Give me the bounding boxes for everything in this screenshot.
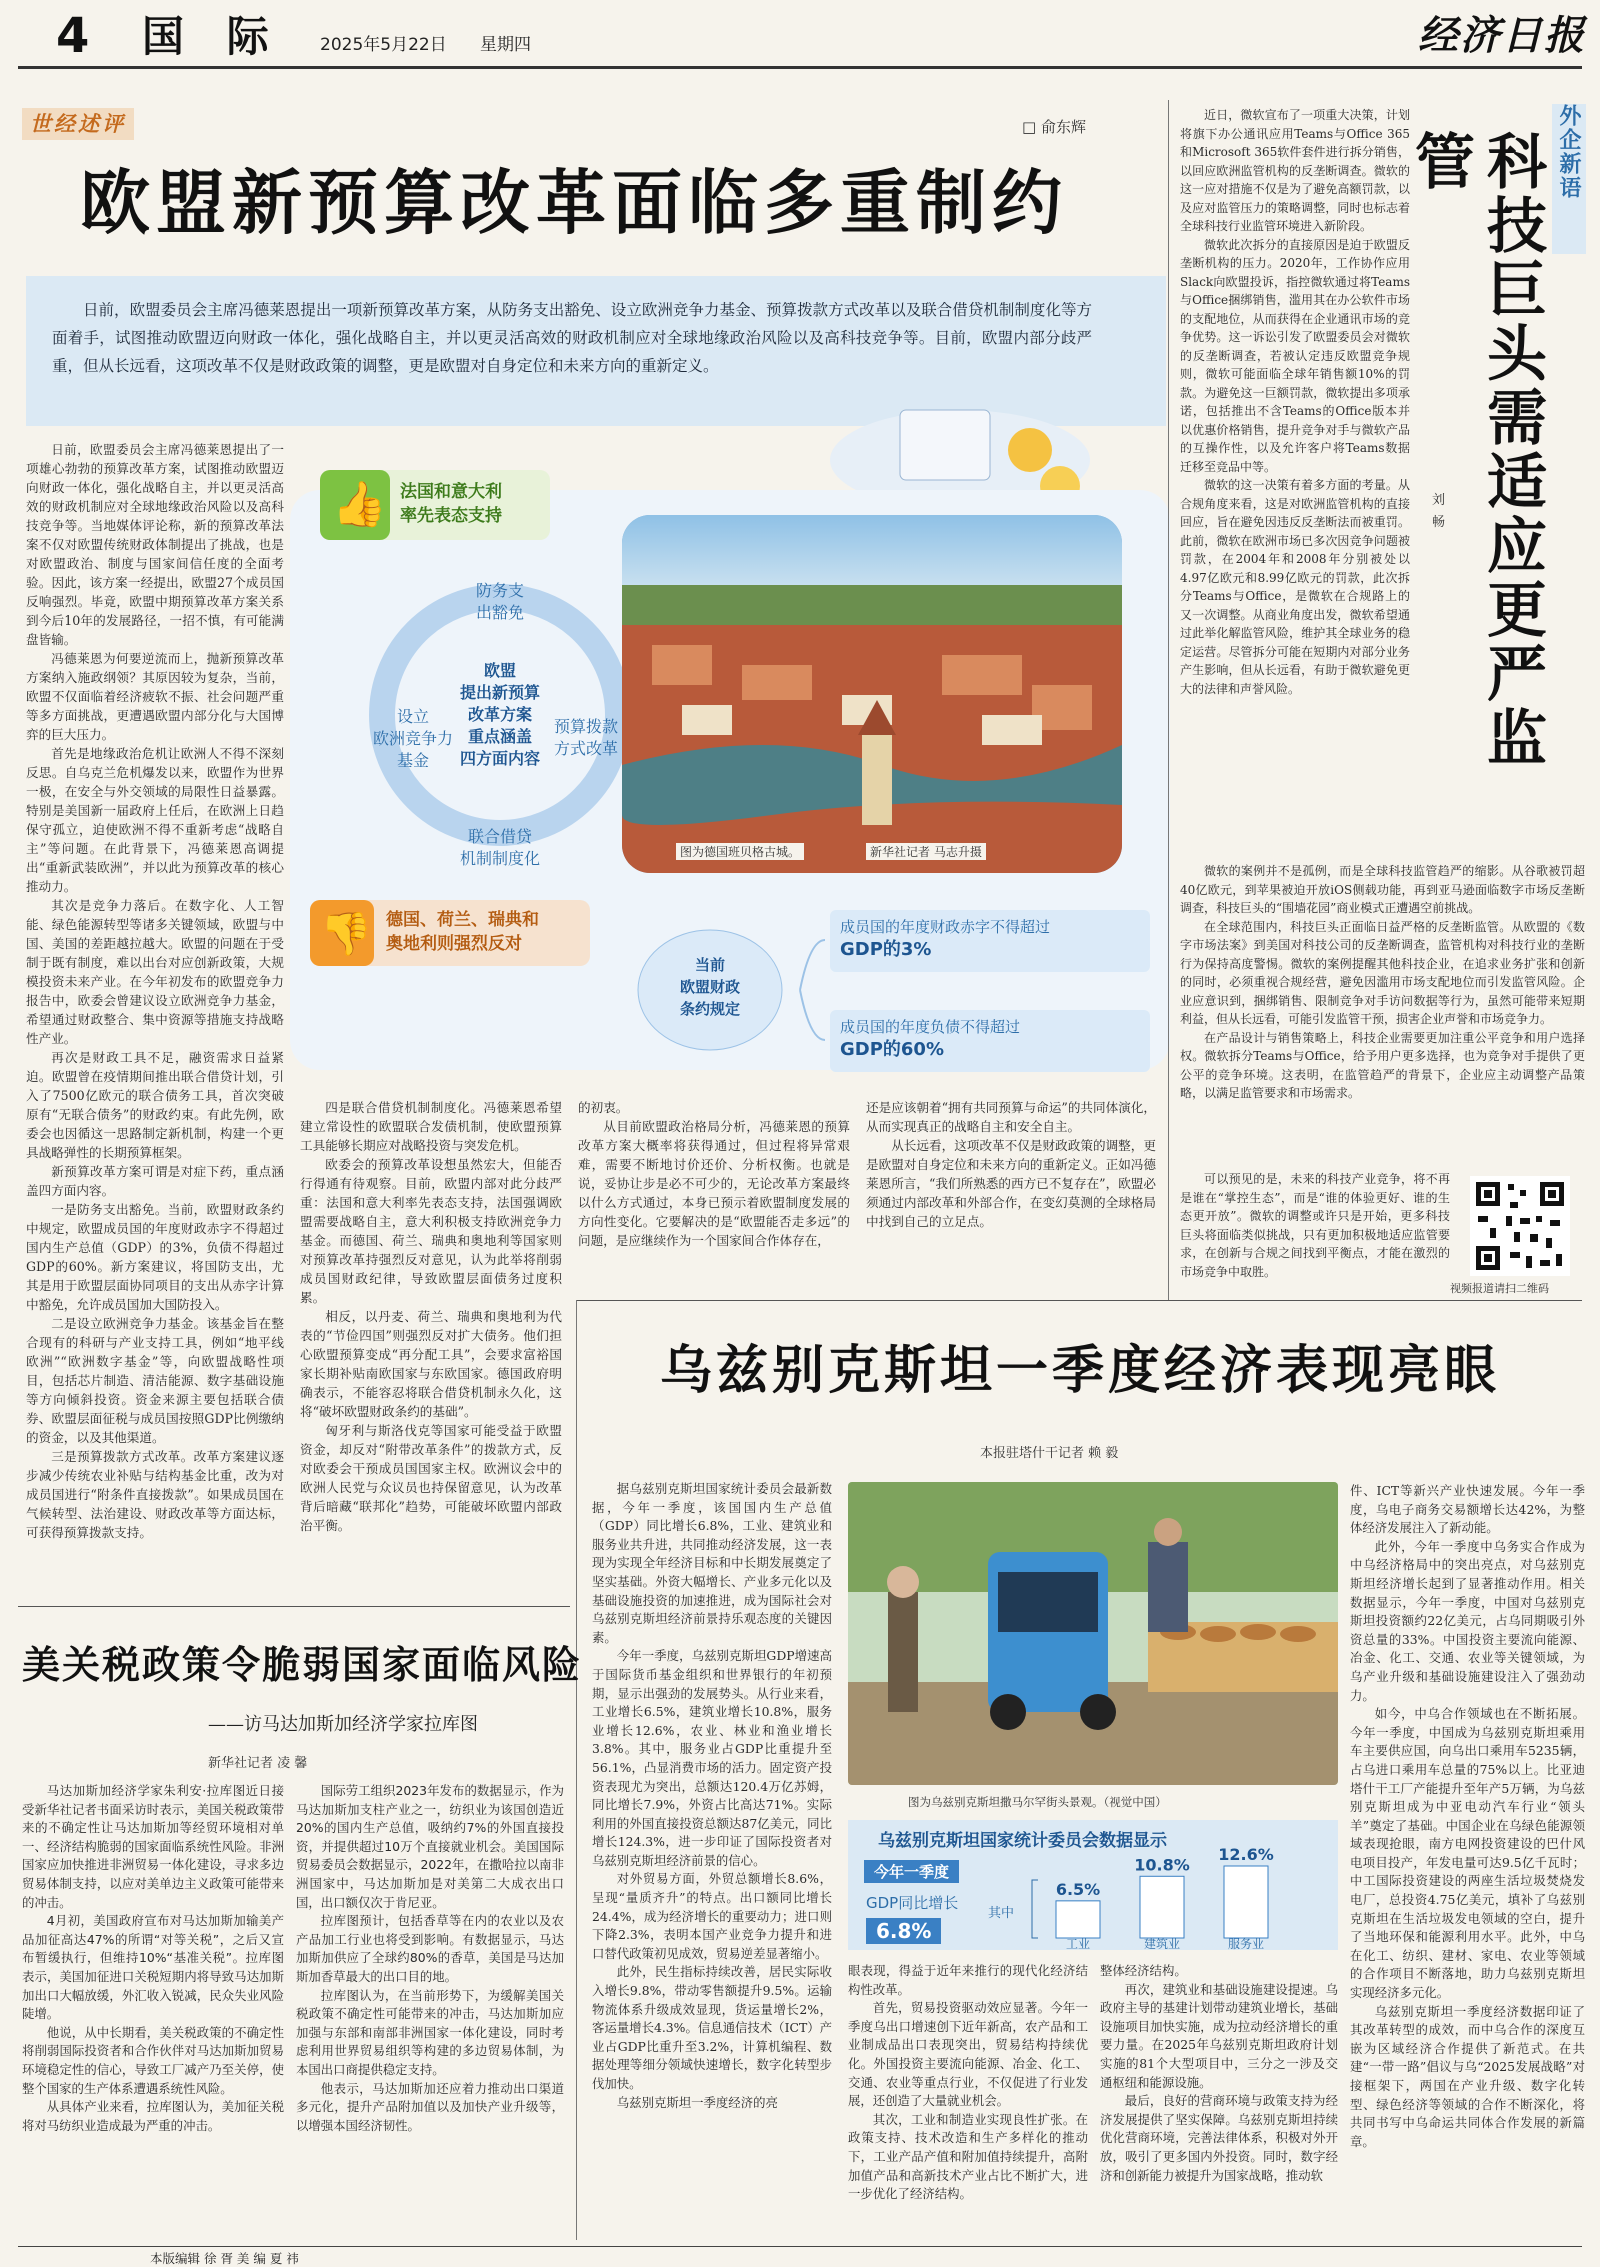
paragraph: 四是联合借贷机制制度化。冯德莱恩希望建立常设性的欧盟联合发债机制，使欧盟预算工具能够长期应对战略投资与突发危机。	[300, 1100, 562, 1153]
bamberg-caption: 图为德国班贝格古城。	[676, 843, 804, 860]
paragraph: 他说，从中长期看，美关税政策的不确定性将削弱国际投资者和合作伙伴对马达加斯加贸易环境稳定性的信心，导致工厂减产乃至关停，使整个国家的生产体系遭遇系统性风险。	[22, 2024, 284, 2096]
paragraph: 微软此次拆分的直接原因是迫于欧盟反垄断机构的压力。2020年，工作协作应用Slack向欧盟投诉，指控微软通过将Teams与Office捆绑销售，滥用其在办公软件市场的支配地位，从而获得在企业通讯市场的竞争优势。这一诉讼引发了欧盟委员会对微软的反垄断调查，若被认定违反欧盟竞争规则，微软可能面临全球年销售额10%的罚款。为避免这一巨额罚款，微软提出多项承诺，包括推出不含Teams的Office版本并以优惠价格销售，提升竞争对手与微软产品的互操作性，以及允许客户将Teams数据迁移至竞品中等。	[1180, 237, 1410, 474]
fiscal-rule-label: 当前 欧盟财政 条约规定	[679, 956, 740, 1018]
paragraph: 眼表现，得益于近年来推行的现代化经济结构性改革。	[848, 1963, 1088, 1997]
samarkand-caption: 图为乌兹别克斯坦撒马尔罕街头景观。（视觉中国）	[908, 1795, 1167, 1809]
deficit-value: GDP的3%	[840, 939, 932, 960]
commentary-col-2	[300, 1098, 562, 1593]
paper-logo: 经济日报	[1418, 12, 1586, 59]
stats-title: 乌兹别克斯坦国家统计委员会数据显示	[878, 1831, 1167, 1851]
node-joint-borrowing: 联合借贷 机制制度化	[459, 827, 540, 868]
bracket-label: 其中	[988, 1906, 1015, 1921]
paragraph: 据乌兹别克斯坦国家统计委员会最新数据，今年一季度，该国国内生产总值（GDP）同比增长6.8%，工业、建筑业和服务业共升进，共同推动经济发展，这一表现为实现全年经济目标和中长期发展奠定了坚实基础。外资大幅增长、产业多元化以及基础设施投资的加速推进，成为国际社会对乌兹别克斯坦经济前景持乐观态度的关键因素。	[592, 1481, 832, 1645]
paragraph: 如今，中乌合作领域也在不断拓展。今年一季度，中国成为乌兹别克斯坦乘用车主要供应国，向乌出口乘用车5235辆，占乌进口乘用车总量的75%以上。比亚迪塔什干工厂产能提升至年产5万辆，为乌兹别克斯坦成为中亚电动汽车行业“领头羊”奠定了基础。中国企业在乌绿色能源领域表现抢眼，南方电网投资建设的巴什风电项目投产，年发电量可达9.5亿千瓦时；中工国际投资建设的两座生活垃圾焚烧发电厂，总投资4.75亿美元，填补了乌兹别克斯坦在生活垃圾发电领域的空白，提升了当地环保和能源利用水平。此外，中乌在化工、纺织、建材、家电、农业等领域的合作项目不断落地，助力乌兹别克斯坦实现经济多元化。	[1350, 1706, 1585, 2001]
paragraph: 相反，以丹麦、荷兰、瑞典和奥地利为代表的“节俭四国”则强烈反对扩大债务。他们担心欧盟预算变成“再分配工具”，会要求富裕国家长期补贴南欧国家与东欧国家。德国政府明确表示，不能容忍将联合借贷机制永久化，这将“破坏欧盟财政条约的基础”。	[300, 1309, 562, 1419]
commentary-headline: 欧盟新预算改革面临多重制约	[80, 162, 1068, 244]
debt-text: 成员国的年度负债不得超过	[840, 1018, 1021, 1036]
page-number: 4	[56, 8, 90, 64]
bamberg-photo	[622, 515, 1122, 873]
fiscal-rule-deficit	[830, 910, 1150, 972]
paragraph: 国际劳工组织2023年发布的数据显示，作为马达加斯加支柱产业之一，纺织业为该国创造近20%的国内生产总值，吸纳约7%的外国直接投资，并提供超过10万个直接就业机会。美国国际贸易委员会数据显示，2022年，在撒哈拉以南非洲国家中，马达加斯加是对美第二大成衣出口国，出口额仅次于肯尼亚。	[296, 1783, 564, 1910]
column-tag	[22, 108, 134, 140]
masthead-rule	[18, 66, 1582, 69]
paragraph: 乌兹别克斯坦一季度经济数据印证了其改革转型的成效，而中乌合作的深度互嵌为区域经济合作提供了新范式。在共建“一带一路”倡议与乌“2025发展战略”对接框架下，两国在产业升级、数字化转型、绿色经济等领域的合作不断深化，将共同书写中乌命运共同体合作发展的新篇章。	[1350, 2003, 1585, 2149]
paragraph: 近日，微软宣布了一项重大决策，计划将旗下办公通讯应用Teams与Office 365和Microsoft 365软件套件进行拆分销售，以回应欧洲监管机构的反垄断调查。微软的这一应对措施不仅是为了避免高额罚款，以及应对监管压力的策略调整，同时也标志着全球科技行业监管环境进入新阶段。	[1180, 108, 1410, 233]
paragraph: 从长远看，这项改革不仅是财政政策的调整，更是欧盟对自身定位和未来方向的重新定义。正如冯德莱恩所言，“我们所熟悉的西方已不复存在”，欧盟必须通过内部改革和外部合作，在变幻莫测的全球格局中找到自己的立足点。	[866, 1138, 1156, 1229]
bamberg-photo-illustration	[622, 515, 1122, 873]
stats-panel	[848, 1820, 1338, 1950]
node-appropriation: 预算拨款 方式改革	[553, 717, 618, 758]
sidebar-body-end	[1180, 1170, 1450, 1292]
paragraph: 最后，良好的营商环境与政策支持为经济发展提供了坚实保障。乌兹别克斯坦持续优化营商环境，完善法律体系，积极对外开放，吸引了更多国内外投资。同时，数字经济和创新能力被提升为国家战略，推动软	[1100, 2093, 1338, 2183]
masthead	[0, 0, 1600, 62]
deficit-text: 成员国的年度财政赤字不得超过	[840, 918, 1051, 936]
uzbek-byline: 本报驻塔什干记者 赖 毅	[980, 1446, 1119, 1461]
bar-category-label: 服务业	[1227, 1937, 1265, 1950]
paragraph: 的初衷。	[578, 1100, 629, 1115]
bar-category-label: 工业	[1065, 1937, 1091, 1950]
tariff-col-b	[296, 1782, 564, 2240]
sidebar-tag	[1552, 104, 1586, 254]
commentary-col-3	[578, 1098, 850, 1298]
bracket	[1032, 1880, 1038, 1938]
paragraph: 微软的案例并不是孤例，而是全球科技监管趋严的缩影。从谷歌被罚超40亿欧元，到苹果被迫开放iOS侧载功能，再到亚马逊面临数字市场反垄断调查，科技巨头的“围墙花园”商业模式正遭遇空前挑战。	[1180, 864, 1585, 915]
thumbs-down-icon: 👎	[320, 909, 373, 958]
gdp-value: 6.8%	[866, 1918, 941, 1944]
bamberg-credit: 新华社记者 马志升摄	[866, 843, 986, 860]
tariff-byline: 新华社记者 凌 馨	[208, 1756, 308, 1771]
oppose-label: 德国、荷兰、瑞典和 奥地利则强烈反对	[386, 910, 539, 954]
bar-1	[1140, 1876, 1184, 1938]
paragraph: 首先，贸易投资驱动效应显著。今年一季度乌出口增速创下近年新高，农产品和工业制成品出口表现突出，贸易结构持续优化。外国投资主要流向能源、冶金、化工、交通、农业等重点行业，不仅促进了行业发展，还创造了大量就业机会。	[848, 2000, 1088, 2109]
tariff-headline: 美关税政策令脆弱国家面临风险	[22, 1642, 583, 1687]
node-competitiveness-fund: 设立 欧洲竞争力 基金	[372, 707, 453, 770]
paragraph: 其次是竞争力落后。在数字化、人工智能、绿色能源转型等诸多关键领域，欧盟与中国、美国的差距越拉越大。欧盟的问题在于受制于既有制度，难以出台对应创新政策，大规模投资未来产业。在今年初发布的欧盟竞争力报告中，欧委会曾建议设立欧洲竞争力基金，希望通过财政整合、集中资源等措施支持战略性产业。	[26, 898, 284, 1046]
paragraph: 件、ICT等新兴产业快速发展。今年一季度，乌电子商务交易额增长达42%，为整体经济发展注入了新动能。	[1350, 1483, 1585, 1536]
node-defense: 防务支 出豁免	[475, 581, 524, 622]
paragraph: 日前，欧盟委员会主席冯德莱恩提出了一项雄心勃勃的预算改革方案，试图推动欧盟迈向财政一体化，强化战略自主，并以更灵活高效的财政机制应对全球地缘政治风险以及高科技竞争等。当地媒体评论称，新的预算改革法案不仅对欧盟传统财政体制提出了挑战，也是对欧盟政治、制度与国家间信任度的全面考验。因此，该方案一经提出，欧盟27个成员国反响强烈。毕竟，欧盟中期预算改革方案关系到今后10年的发展路径，一招不慎，有可能满盘皆输。	[26, 442, 284, 647]
stats-bar-chart	[1028, 1820, 1328, 1950]
tariff-divider	[576, 1300, 577, 2240]
bar-2	[1224, 1866, 1268, 1938]
uzbek-col-b	[848, 1962, 1088, 2240]
fiscal-rule-debt	[830, 1010, 1150, 1072]
qr-caption: 视频报道请扫二维码	[1450, 1282, 1549, 1295]
paragraph: 新预算改革方案可谓是对症下药，重点涵盖四方面内容。	[26, 1164, 284, 1198]
uzbek-col-d	[1350, 1482, 1585, 2240]
paragraph: 首先是地缘政治危机让欧洲人不得不深刻反思。自乌克兰危机爆发以来，欧盟作为世界一极，在安全与外交领域的局限性日益暴露。特别是美国新一届政府上任后，在欧洲上日趋保守孤立，迫使欧洲不得不重新考虑“战略自主”等问题。在此背景下，冯德莱恩高调提出“重新武装欧洲”，并以此为预算改革的核心推动力。	[26, 746, 284, 894]
stats-period: 今年一季度	[864, 1860, 959, 1883]
footer-rule	[18, 2246, 1582, 2247]
paragraph: 对外贸易方面，外贸总额增长8.6%，呈现“量质齐升”的特点。出口额同比增长24.4%，成为经济增长的重要动力；进口则下降2.3%，表明本国产业竞争力提升和进口替代政策初见成效，贸易逆差显著缩小。	[592, 1871, 832, 1961]
uzbek-headline: 乌兹别克斯坦一季度经济表现亮眼	[660, 1340, 1501, 1401]
gdp-label: GDP同比增长	[866, 1894, 959, 1912]
sidebar-byline: 刘 畅	[1432, 493, 1446, 530]
thumbs-up-icon: 👍	[332, 479, 387, 530]
paragraph: 他表示，马达加斯加还应着力推动出口渠道多元化，提升产品附加值以及加快产业升级等，以增强本国经济韧性。	[296, 2080, 564, 2133]
paragraph: 乌兹别克斯坦一季度经济的亮	[616, 2094, 778, 2110]
uzbek-col-c	[1100, 1962, 1338, 2240]
paragraph: 其次，工业和制造业实现良性扩张。在政策支持、技术改造和生产多样化的推动下，工业产品产值和附加值持续提升，高附加值产品和高新技术产业占比不断扩大，进一步优化了经济结构。	[848, 2111, 1088, 2202]
sidebar-body-upper	[1180, 106, 1410, 862]
commentary-col-1	[26, 440, 284, 1595]
debt-value: GDP的60%	[840, 1039, 944, 1060]
support-label: 法国和意大利 率先表态支持	[400, 482, 502, 526]
qr-code[interactable]	[1470, 1176, 1570, 1276]
bar-value-label: 10.8%	[1134, 1855, 1190, 1875]
infographic-center: 欧盟 提出新预算 改革方案 重点涵盖 四方面内容	[459, 661, 540, 768]
paragraph: 三是预算拨款方式改革。改革方案建议逐步减少传统农业补贴与结构基金比重，改为对成员国进行“附条件直接拨款”。如果成员国在气候转型、法治建设、财政改革等方面达标，可获得预算拨款支持。	[26, 1449, 284, 1540]
paragraph: 此外，民生指标持续改善，居民实际收入增长9.8%，带动零售额提升9.5%。运输物流体系升级成效显现，货运量增长2%，客运量增长4.3%。信息通信技术（ICT）产业占GDP比重升至3.2%，计算机编程、数据处理等细分领域快速增长，数字化转型步伐加快。	[592, 1964, 832, 2091]
paragraph: 冯德莱恩为何要逆流而上，抛新预算改革方案纳入施政纲领？其原因较为复杂，当前，欧盟不仅面临着经济疲软不振、社会问题严重等多方面挑战，更遭遇欧盟内部分化与大国博弈的巨大压力。	[26, 651, 284, 742]
uzbek-col-a	[592, 1480, 832, 2240]
samarkand-photo-illustration	[848, 1482, 1338, 1785]
paragraph: 欧委会的预算改革设想虽然宏大，但能否行得通有待观察。目前，欧盟内部对此分歧严重：法国和意大利率先表态支持，法国强调欧盟需要战略自主，意大利积极支持欧洲竞争力基金。而德国、荷兰、瑞典和奥地利等国家则对预算改革持强烈反对意见，认为此举将削弱成员国财政纪律，导致欧盟层面债务过度积累。	[300, 1157, 562, 1305]
issue-date: 2025年5月22日	[320, 35, 447, 55]
bar-value-label: 12.6%	[1218, 1845, 1274, 1864]
commentary-col-4	[866, 1098, 1156, 1298]
lead-text: 日前，欧盟委员会主席冯德莱恩提出一项新预算改革方案，从防务支出豁免、设立欧洲竞争力基金、预算拨款方式改革以及联合借贷机制制度化等方面着手，试图推动欧盟迈向财政一体化，强化战略自主，并以更灵活高效的财政机制应对全球地缘政治风险以及高科技竞争等。目前，欧盟内部分歧严重，但从长远看，这项改革不仅是财政政策的调整，更是欧盟对自身定位和未来方向的重新定义。	[52, 301, 1092, 375]
tariff-col-a	[22, 1782, 284, 2240]
bar-value-label: 6.5%	[1055, 1879, 1101, 1899]
section-name: 国 际	[142, 12, 283, 61]
column-tag-text: 世经述评	[30, 111, 126, 136]
bar-category-label: 建筑业	[1143, 1937, 1181, 1950]
paragraph: 4月初，美国政府宣布对马达加斯加输美产品加征高达47%的所谓“对等关税”，之后又宣布暂缓执行，但维持10%“基准关税”。拉库图表示，美国加征进口关税短期内将导致马达加斯加出口大幅放缓，外汇收入锐减，民众失业风险陡增。	[22, 1913, 284, 2022]
paragraph: 拉库图认为，在当前形势下，为缓解美国关税政策不确定性可能带来的冲击，马达加斯加应加强与东部和南部非洲国家一体化建设，同时考虑利用世界贸易组织等构建的多边贸易体制，为本国出口商提供稳定支持。	[296, 1987, 564, 2077]
samarkand-photo	[848, 1482, 1338, 1785]
paragraph: 今年一季度，乌兹别克斯坦GDP增速高于国际货币基金组织和世界银行的年初预期，显示出强劲的发展势头。从行业来看，工业增长6.5%，建筑业增长10.8%，服务业增长12.6%，农业、林业和渔业增长3.8%。其中，服务业占GDP比重提升至56.1%，凸显消费市场的活力。固定资产投资表现尤为突出，总额达120.4万亿苏姆，同比增长7.9%，外资占比高达71%。实际利用的外国直接投资总额达87亿美元，同比增长124.3%，进一步印证了国际投资者对乌兹别克斯坦经济前景的信心。	[592, 1648, 832, 1868]
paragraph: 还是应该朝着“拥有共同预算与命运”的共同体演化，从而实现真正的战略自主和安全自主。	[866, 1100, 1156, 1134]
sidebar-headline: 科技巨头需适应更严监管	[1405, 130, 1547, 770]
footer-credits: 本版编辑 徐 胥 美 编 夏 祎	[150, 2251, 299, 2266]
paragraph: 拉库图预计，包括香草等在内的农业以及农产品加工行业也将受到影响。有数据显示，马达加斯加供应了全球约80%的香草，美国是马达加斯加香草最大的出口目的地。	[296, 1913, 564, 1984]
paragraph: 从具体产业来看，拉库图认为，美加征关税将对马纺织业造成最为严重的冲击。	[22, 2099, 284, 2133]
paragraph: 一是防务支出豁免。当前，欧盟财政条约中规定，欧盟成员国的年度财政赤字不得超过国内生产总值（GDP）的3%，负债不得超过GDP的60%。新方案建议，将国防支出，尤其是用于欧盟层面协同项目的支出从赤字计算中豁免，允许成员国加大国防投入。	[26, 1202, 284, 1312]
uzbek-top-rule	[576, 1300, 1582, 1301]
paragraph: 在全球范围内，科技巨头正面临日益严格的反垄断监管。从欧盟的《数字市场法案》到美国对科技公司的反垄断调查，监管机构对科技行业的垄断行为保持高度警惕。微软的案例提醒其他科技企业，在追求业务扩张和创新的同时，必须重视合规经营，避免因滥用市场支配地位而引发监管风险。企业应意识到，捆绑销售、限制竞争对手访问数据等行为，虽然可能带来短期利益，但从长远看，可能引发监管干预，损害企业声誉和市场竞争力。	[1180, 919, 1585, 1026]
paragraph: 整体经济结构。	[1100, 1963, 1187, 1978]
paragraph: 微软的这一决策有着多方面的考量。从合规角度来看，这是对欧洲监管机构的直接回应，旨在避免因违反反垄断法而被重罚。此前，微软在欧洲市场已多次因竞争问题被罚款，在2004年和2008年分别被处以4.97亿欧元和8.99亿欧元的罚款，此次拆分Teams与Office，是微软在合规路上的又一次调整。从商业角度出发，微软希望通过此举化解监管风险，维护其全球业务的稳定运营。尽管拆分可能在短期内对部分业务产生影响，但从长远看，有助于微软避免更大的法律和声誉风险。	[1180, 478, 1410, 696]
sidebar-divider	[1168, 100, 1169, 1300]
paragraph: 再次是财政工具不足，融资需求日益紧迫。欧盟曾在疫情期间推出联合借贷计划，引入了7500亿欧元的联合债务工具，首次突破原有“无联合债务”的财政约束。有此先例，欧委会也因循这一思路制定新机制，构建一个更具战略弹性的长期预算框架。	[26, 1050, 284, 1160]
tariff-subhead: ——访马达加斯加经济学家拉库图	[208, 1714, 478, 1735]
paragraph: 在产品设计与销售策略上，科技企业需要更加注重公平竞争和用户选择权。微软拆分Teams与Office，给予用户更多选择，也为竞争对手提供了更公平的竞争环境。这表明，在监管趋严的背景下，企业应主动调整产品策略，以满足监管要求和市场需求。	[1180, 1030, 1585, 1100]
paragraph: 再次，建筑业和基础设施建设提速。乌政府主导的基建计划带动建筑业增长，基础设施项目加快实施，成为拉动经济增长的重要力量。在2025年乌兹别克斯坦政府计划实施的81个大型项目中，三分之一涉及交通枢纽和能源设施。	[1100, 1981, 1338, 2090]
paragraph: 可以预见的是，未来的科技产业竞争，将不再是谁在“掌控生态”，而是“谁的体验更好、谁的生态更开放”。微软的调整或许只是开始，更多科技巨头将面临类似挑战，只有更加积极地适应监管要求，在创新与合规之间找到平衡点，才能在激烈的市场竞争中取胜。	[1180, 1172, 1450, 1279]
qr-code-image	[1470, 1176, 1570, 1276]
paragraph: 马达加斯加经济学家朱利安·拉库图近日接受新华社记者书面采访时表示，美国关税政策带来的不确定性让马达加斯加等经贸环境相对单一、经济结构脆弱的国家面临系统性风险。非洲国家应加快推进非洲贸易一体化建设，寻求多边贸易体制支持，以应对美单边主义政策可能带来的冲击。	[22, 1783, 284, 1910]
paragraph: 此外，今年一季度中乌务实合作成为中乌经济格局中的突出亮点，对乌兹别克斯坦经济增长起到了显著推动作用。相关数据显示，今年一季度，中国对乌兹别克斯坦投资额约22亿美元，占乌同期吸引外资总量的33%。中国投资主要流向能源、冶金、化工、交通、农业等关键领域，为乌产业升级和基础设施建设注入了强劲动力。	[1350, 1538, 1585, 1703]
bar-0	[1056, 1901, 1100, 1938]
issue-weekday: 星期四	[480, 35, 531, 55]
tariff-top-rule	[18, 1606, 570, 1607]
paragraph: 从目前欧盟政治格局分析，冯德莱恩的预算改革方案大概率将获得通过，但过程将异常艰难，需要不断地讨价还价、分析权衡。也就是说，妥协让步是必不可少的，无论改革方案最终以什么方式通过，本身已预示着欧盟制度发展的方向性变化。它要解决的是“欧盟能否走多远”的问题，是应继续作为一个国家间合作体存在，	[578, 1119, 850, 1248]
sidebar-tag-text: 外企新语	[1556, 104, 1582, 200]
commentary-byline: □ 俞东辉	[1022, 118, 1086, 136]
paragraph: 二是设立欧洲竞争力基金。该基金旨在整合现有的科研与产业支持工具，例如“地平线欧洲”“欧洲数字基金”等，向欧盟战略性项目，包括芯片制造、清洁能源、数字基础设施等方向倾斜投资。资金来源主要包括联合债券、欧盟层面征税与成员国按照GDP比例缴纳的资金，以及其他渠道。	[26, 1316, 284, 1445]
paragraph: 匈牙利与斯洛伐克等国家可能受益于欧盟资金，却反对“附带改革条件”的拨款方式，反对欧委会干预成员国国家主权。欧洲议会中的欧洲人民党与众议员也持保留意见，认为改革背后暗藏“联邦化”趋势，可能破坏欧盟内部政治平衡。	[300, 1423, 562, 1533]
